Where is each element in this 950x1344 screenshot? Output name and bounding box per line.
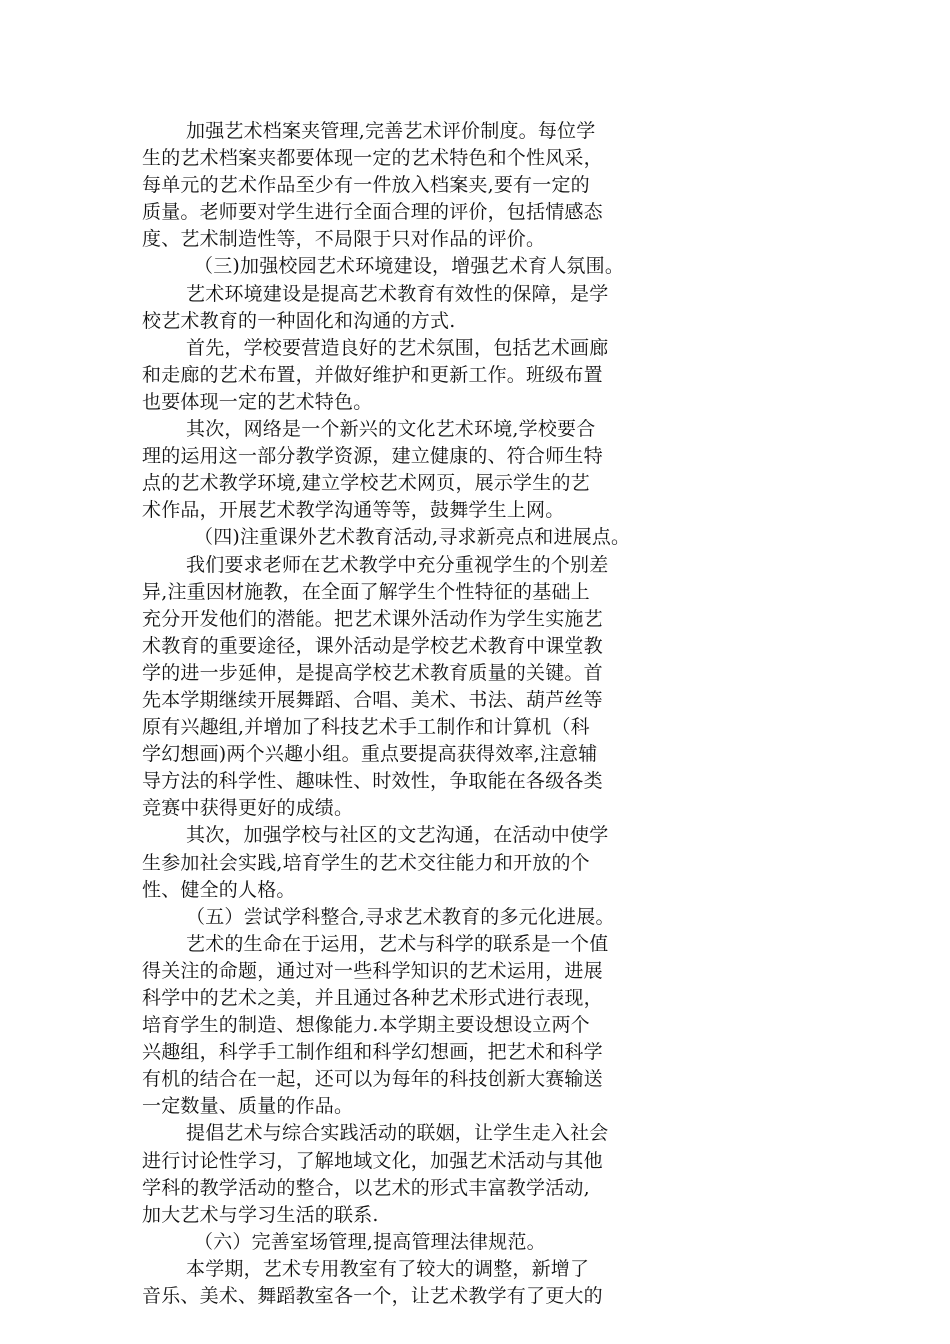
text-line: 术作品，开展艺术教学沟通等等，鼓舞学生上网。 [142, 499, 565, 522]
text-line: 科学中的艺术之美，并且通过各种艺术形式进行表现， [142, 987, 603, 1009]
text-line: 校艺术教育的一种固化和沟通的方式. [142, 309, 456, 332]
section-heading: （六）完善室场管理,提高管理法律规范。 [194, 1230, 546, 1253]
section-heading: （三)加强校园艺术环境建设，增强艺术育人氛围。 [194, 255, 625, 278]
text-line: 导方法的科学性、趣味性、时效性，争取能在各级各类 [142, 770, 603, 793]
text-line: 生参加社会实践,培育学生的艺术交往能力和开放的个 [142, 851, 590, 874]
text-line: 理的运用这一部分教学资源，建立健康的、符合师生特 [142, 445, 603, 468]
text-line: 学的进一步延伸，是提高学校艺术教育质量的关键。首 [142, 661, 603, 684]
text-line: 学科的教学活动的整合，以艺术的形式丰富教学活动, [142, 1176, 590, 1199]
text-line: 和走廊的艺术布置，并做好维护和更新工作。班级布置 [142, 363, 603, 386]
text-line: 音乐、美术、舞蹈教室各一个，让艺术教学有了更大的 [142, 1285, 603, 1308]
section-heading: （五）尝试学科整合,寻求艺术教育的多元化进展。 [186, 905, 615, 928]
text-line: 艺术环境建设是提高艺术教育有效性的保障，是学 [186, 282, 609, 305]
text-line: 竞赛中获得更好的成绩。 [142, 797, 354, 820]
text-line: 术教育的重要途径，课外活动是学校艺术教育中课堂教 [142, 634, 603, 657]
text-line: 加强艺术档案夹管理,完善艺术评价制度。每位学 [186, 120, 596, 142]
text-line: 异,注重因材施教，在全面了解学生个性特征的基础上 [142, 580, 590, 603]
text-line: 提倡艺术与综合实践活动的联姻，让学生走入社会 [186, 1122, 609, 1145]
text-line: 得关注的命题，通过对一些科学知识的艺术运用，进展 [142, 959, 603, 982]
text-line: 学幻想画)两个兴趣小组。重点要提高获得效率,注意辅 [142, 743, 598, 766]
text-line: 其次，网络是一个新兴的文化艺术环境,学校要合 [186, 418, 596, 441]
text-line: 其次，加强学校与社区的文艺沟通，在活动中使学 [186, 824, 609, 847]
text-line: 生的艺术档案夹都要体现一定的艺术特色和个性风采， [142, 147, 603, 170]
text-line: 充分开发他们的潜能。把艺术课外活动作为学生实施艺 [142, 607, 603, 630]
text-line: 兴趣组，科学手工制作组和科学幻想画，把艺术和科学 [142, 1041, 603, 1064]
document-body [142, 118, 687, 1310]
text-line: 有机的结合在一起，还可以为每年的科技创新大赛输送 [142, 1068, 603, 1091]
text-line: 培育学生的制造、想像能力.本学期主要设想设立两个 [142, 1014, 590, 1037]
text-line: 先本学期继续开展舞蹈、合唱、美术、书法、葫芦丝等 [142, 688, 603, 711]
text-line: 每单元的艺术作品至少有一件放入档案夹,要有一定的 [142, 174, 590, 197]
text-line: 点的艺术教学环境,建立学校艺术网页，展示学生的艺 [142, 472, 590, 495]
text-line: 进行讨论性学习，了解地域文化，加强艺术活动与其他 [142, 1149, 603, 1172]
text-line: 首先，学校要营造良好的艺术氛围，包括艺术画廊 [186, 336, 609, 359]
text-line: 度、艺术制造性等，不局限于只对作品的评价。 [142, 228, 546, 251]
text-line: 质量。老师要对学生进行全面合理的评价，包括情感态 [142, 201, 603, 224]
text-line: 也要体现一定的艺术特色。 [142, 390, 373, 413]
text-line: 性、健全的人格。 [142, 878, 296, 901]
text-line: 一定数量、质量的作品。 [142, 1095, 354, 1118]
text-line: 原有兴趣组,并增加了科技艺术手工制作和计算机（科 [142, 716, 590, 739]
section-heading: （四)注重课外艺术教育活动,寻求新亮点和进展点。 [194, 526, 631, 549]
text-line: 本学期，艺术专用教室有了较大的调整，新增了 [186, 1257, 590, 1280]
text-line: 加大艺术与学习生活的联系. [142, 1203, 379, 1226]
text-line: 我们要求老师在艺术教学中充分重视学生的个别差 [186, 553, 609, 576]
text-line: 艺术的生命在于运用，艺术与科学的联系是一个值 [186, 932, 609, 955]
